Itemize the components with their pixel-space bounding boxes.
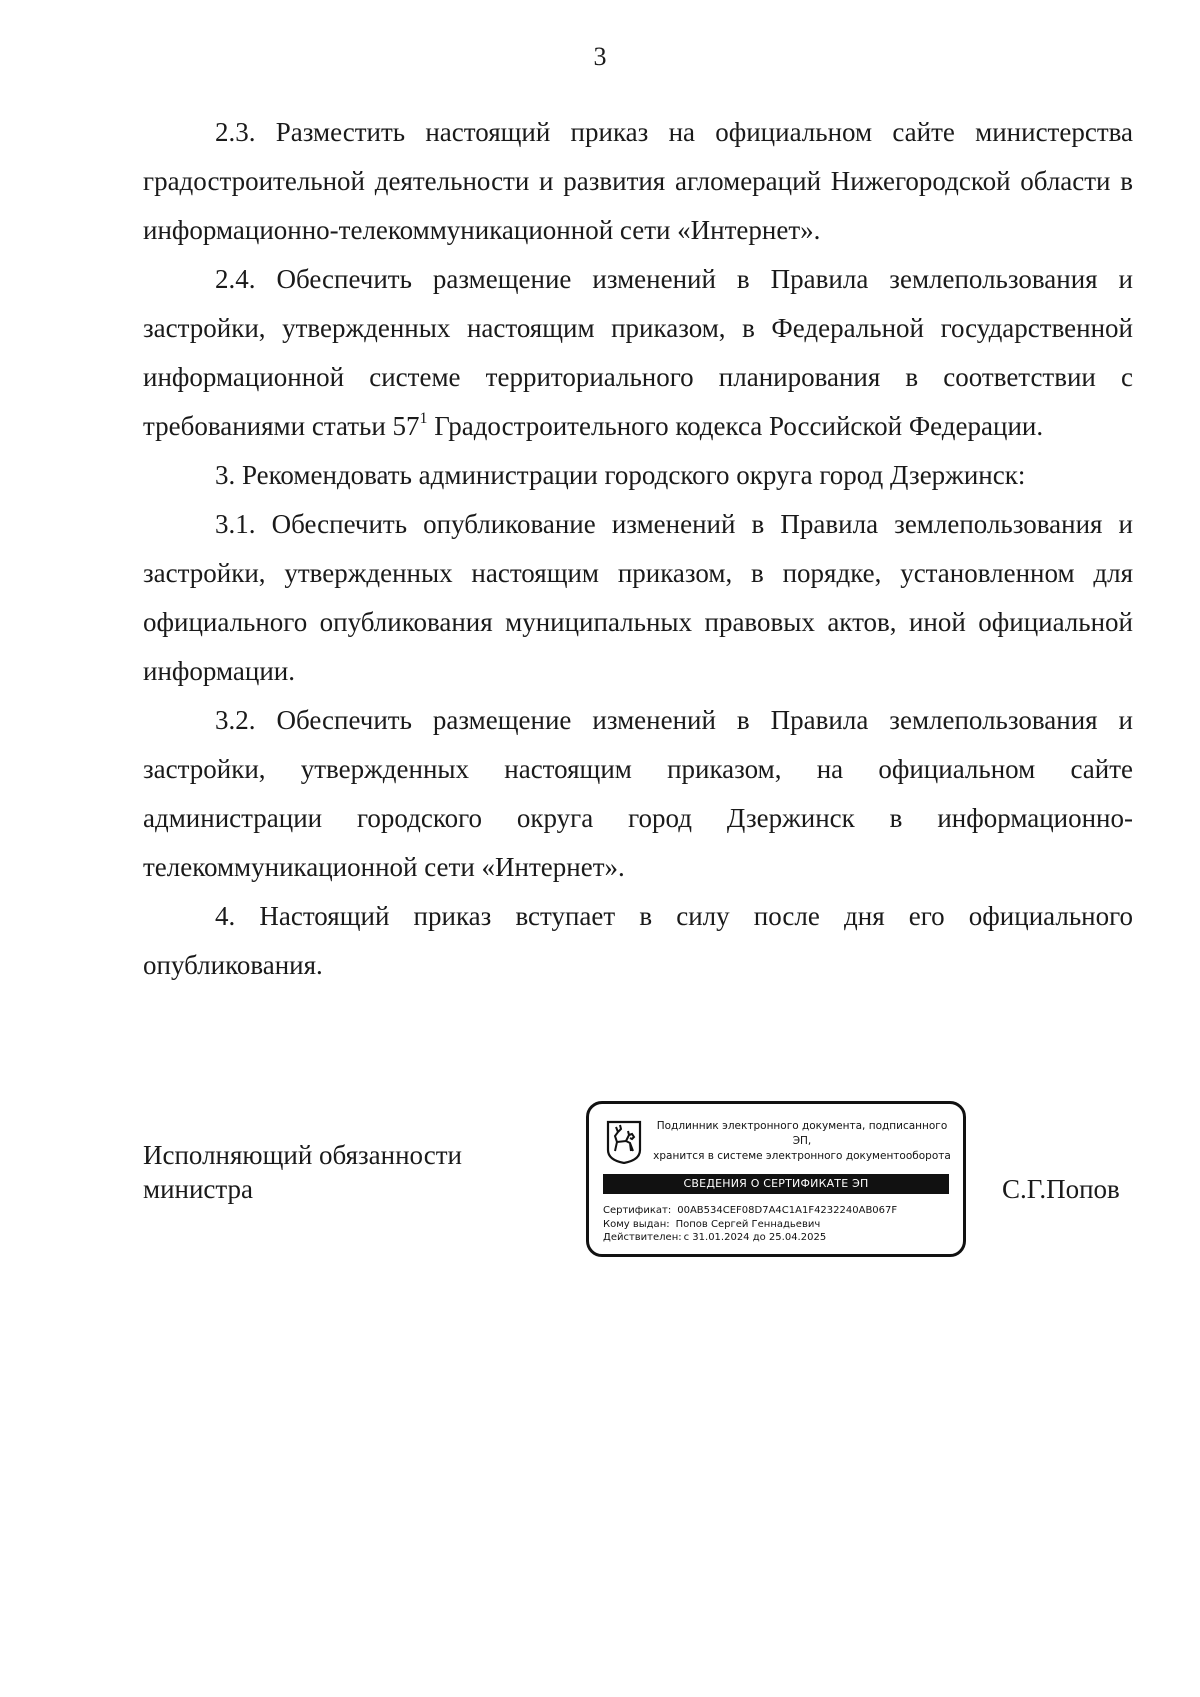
certificate-row [603,1204,953,1218]
certificate-label: Сертификат: [603,1205,672,1216]
page-number: 3 [593,42,607,71]
paragraph-3-1: 3.1. Обеспечить опубликование изменений в Правила землепользования и застройки, утвержденных настоящим приказом, в порядке, установленном для официального опубликования муниципальных правовых актов, иной официальной информации. [143,509,1133,686]
signer-title-line1: Исполняющий обязанности [143,1140,462,1170]
paragraph-4: 4. Настоящий приказ вступает в силу после дня его официального опубликования. [143,901,1133,980]
signer-name: С.Г.Попов [1002,1174,1120,1204]
signer-title [143,1138,543,1206]
stamp-notice [647,1119,957,1164]
issued-to-value: Попов Сергей Геннадьевич [675,1218,821,1230]
paragraph-3: 3. Рекомендовать администрации городского округа город Дзержинск: [215,460,1026,490]
validity-value: с 31.01.2024 до 25.04.2025 [683,1232,827,1243]
paragraph-2-4-text: 2.4. Обеспечить размещение изменений в Правила землепользования и застройки, утвержденных настоящим приказом, в Федеральной государственной информационной системе территориального планирования в соответствии с требованиями статьи 57 [143,264,1133,441]
issued-to-row [603,1218,953,1232]
issued-to-label: Кому выдан: [603,1218,670,1230]
deer-coat-of-arms-icon [606,1120,642,1164]
document-body [143,108,1133,990]
stamp-notice-line1: Подлинник электронного документа, подписанного ЭП, [656,1120,948,1147]
stamp-header: СВЕДЕНИЯ О СЕРТИФИКАТЕ ЭП [603,1174,949,1194]
electronic-signature-stamp [586,1101,966,1257]
validity-row [603,1231,953,1245]
signer-title-line2: министра [143,1174,254,1204]
validity-label: Действителен: [603,1232,682,1243]
stamp-notice-line2: хранится в системе электронного документооборота [653,1150,951,1162]
paragraph-3-2: 3.2. Обеспечить размещение изменений в Правила землепользования и застройки, утвержденных настоящим приказом, на официальном сайте администрации городского округа город Дзержинск в информационно-телекоммуникационной сети «Интернет». [143,705,1133,882]
stamp-details [603,1204,953,1245]
paragraph-2-4-tail: Градостроительного кодекса Российской Федерации. [427,411,1044,441]
certificate-value: 00AB534CEF08D7A4C1A1F4232240AB067F [677,1205,898,1216]
paragraph-2-4 [143,255,1133,451]
paragraph-2-3: 2.3. Разместить настоящий приказ на официальном сайте министерства градостроительной деятельности и развития агломераций Нижегородской области в информационно-телекоммуникационной сети «Интернет». [143,117,1133,245]
article-superscript: 1 [419,410,428,427]
